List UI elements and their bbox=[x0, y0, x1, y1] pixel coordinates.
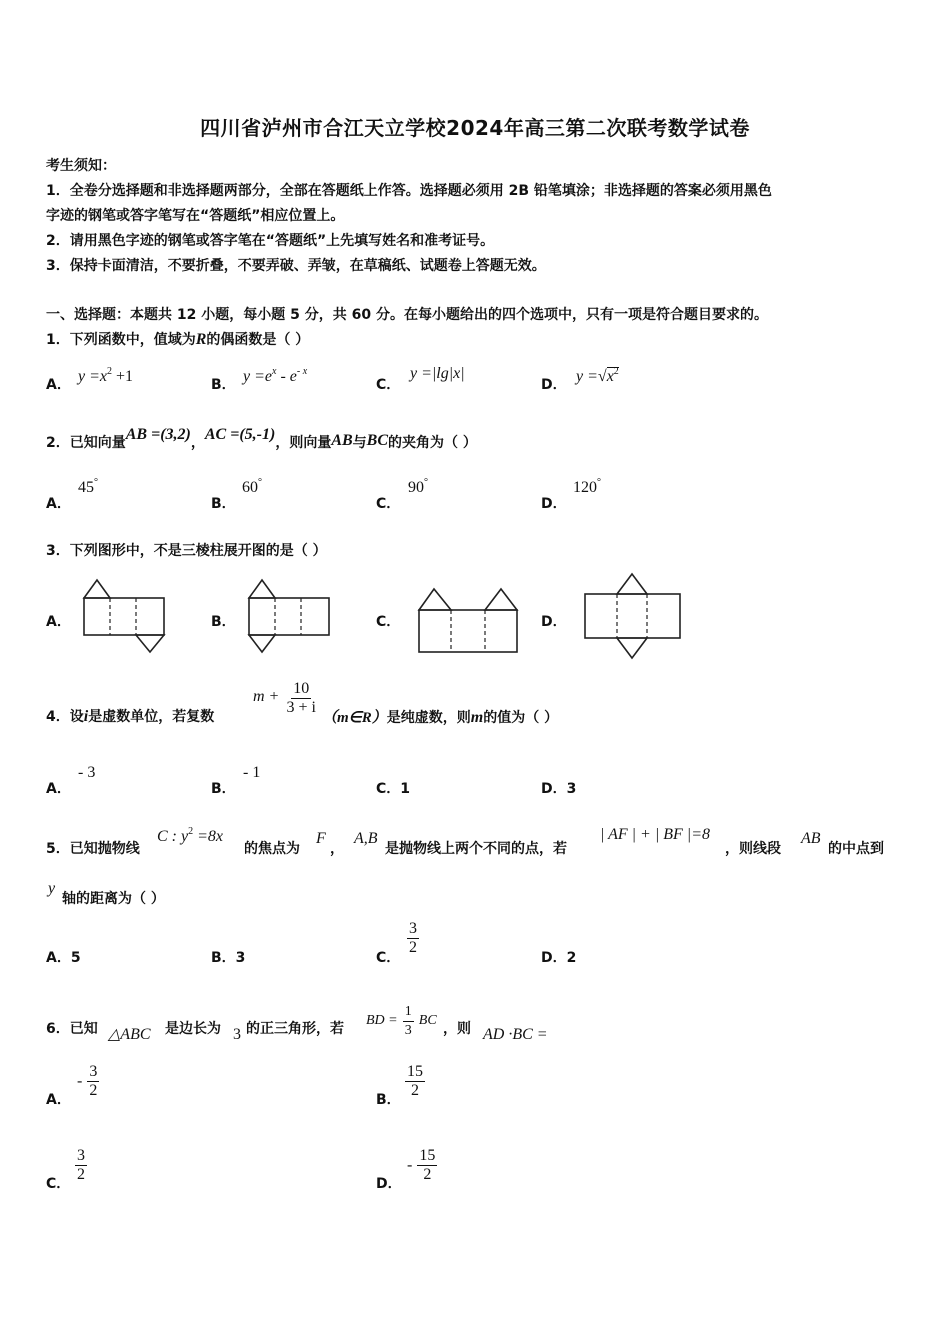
q1-b-base: y =e bbox=[243, 368, 272, 385]
q6-c-den: 2 bbox=[77, 1166, 85, 1183]
page-title: 四川省泸州市合江天立学校2024年高三第二次联考数学试卷 bbox=[200, 116, 750, 140]
q4-m: m bbox=[470, 709, 484, 726]
q6-a-num: 3 bbox=[89, 1063, 98, 1080]
q1-d-radicand bbox=[607, 367, 619, 385]
notice-line-2: 2．请用黑色字迹的钢笔或答字笔在“答题纸”上先填写姓名和准考证号。 bbox=[46, 233, 495, 249]
q1-stem-var: R bbox=[195, 331, 207, 348]
degree-icon: ° bbox=[597, 477, 601, 488]
q6-bd-den: 3 bbox=[404, 1023, 412, 1038]
q5-a-label-text: A． bbox=[46, 950, 71, 966]
q2-c-val: 90 bbox=[408, 479, 424, 496]
q4-cond: （m∈R） bbox=[322, 710, 387, 726]
q5-option-a-label bbox=[46, 947, 81, 967]
q5-option-d-label bbox=[541, 947, 576, 967]
notice-line-3: 3．保持卡面清洁，不要折叠，不要弄破、弄皱，在草稿纸、试题卷上答题无效。 bbox=[46, 258, 546, 274]
q1-stem bbox=[46, 329, 309, 349]
q6-side-length: 3 bbox=[233, 1026, 241, 1043]
q5-stem-5: 的中点到 bbox=[828, 841, 884, 857]
q6-option-b-label: B． bbox=[376, 1092, 401, 1108]
notice-heading: 考生须知： bbox=[46, 158, 116, 174]
q6-stem: 6．已知 bbox=[46, 1021, 98, 1037]
q1-option-c bbox=[410, 363, 465, 383]
q3-net-a-figure bbox=[82, 578, 168, 656]
q4-fraction bbox=[284, 680, 317, 717]
q1-option-d bbox=[576, 366, 619, 386]
q4-option-a: - 3 bbox=[78, 764, 96, 781]
q5-y-axis: y bbox=[48, 880, 56, 897]
q6-option-d bbox=[407, 1147, 437, 1184]
q6-d-sign: - bbox=[407, 1156, 413, 1174]
q4-d-label-text: D． bbox=[541, 781, 567, 797]
q1-stem-text: 1．下列函数中，值域为 bbox=[46, 332, 196, 348]
q6-bd: BD = bbox=[366, 1013, 398, 1028]
q1-stem-text-2: 的偶函数是（ ） bbox=[206, 332, 310, 348]
q4-m-plus: m + bbox=[253, 688, 280, 705]
q1-d-lhs: y = bbox=[576, 368, 598, 385]
q6-stem-3: 的正三角形，若 bbox=[246, 1021, 344, 1037]
q5-focus: F bbox=[316, 830, 326, 847]
section-heading: 一、选择题：本题共 12 小题，每小题 5 分，共 60 分。在每小题给出的四个选项中，只有一项是符合题目要求的。 bbox=[46, 307, 768, 323]
degree-icon: ° bbox=[424, 477, 428, 488]
q3-option-b-label: B． bbox=[211, 614, 236, 630]
q6-bd-num: 1 bbox=[403, 1003, 414, 1022]
q2-v2: BC bbox=[366, 432, 389, 449]
q5-sep: ， bbox=[330, 841, 344, 857]
notice-line-1b: 字迹的钢笔或答字笔写在“答题纸”相应位置上。 bbox=[46, 208, 345, 224]
q2-option-c-label: C． bbox=[376, 496, 401, 512]
q2-option-d bbox=[573, 479, 601, 497]
q2-d-val: 120 bbox=[573, 479, 597, 496]
q6-b-den: 2 bbox=[411, 1082, 419, 1099]
q2-stem-text-2: ，则向量 bbox=[275, 435, 332, 451]
q6-a-fraction bbox=[87, 1063, 99, 1100]
q1-a-base: y =x bbox=[78, 368, 107, 385]
q4-option-c-label bbox=[376, 778, 410, 798]
q2-b-val: 60 bbox=[242, 479, 258, 496]
q4-option-b: - 1 bbox=[243, 764, 261, 781]
q1-c-expr: y =|lg|x| bbox=[410, 365, 465, 382]
q3-option-a-label: A． bbox=[46, 614, 71, 630]
q6-bc: BC bbox=[418, 1013, 437, 1028]
q4-frac-den: 3 + i bbox=[286, 699, 316, 716]
q6-b-num: 15 bbox=[407, 1063, 423, 1080]
q2-option-b bbox=[242, 479, 262, 497]
q2-stem-text-3: 的夹角为（ ） bbox=[388, 435, 477, 451]
q2-stem bbox=[46, 426, 477, 452]
q5-points: A,B bbox=[354, 830, 378, 847]
q4-stem-text-2: 是虚数单位，若复数 bbox=[88, 709, 215, 725]
q5-b-label-text: B． bbox=[211, 950, 236, 966]
sqrt-icon: √ bbox=[597, 368, 607, 385]
q6-c-fraction bbox=[75, 1147, 87, 1184]
q5-condition: | AF | + | BF |=8 bbox=[600, 826, 710, 843]
q4-option-d-label bbox=[541, 778, 576, 798]
q2-option-b-label: B． bbox=[211, 496, 236, 512]
q6-stem-2: 是边长为 bbox=[165, 1021, 221, 1037]
q4-stem-text-3: 是纯虚数，则 bbox=[386, 710, 471, 726]
q4-frac-num: 10 bbox=[293, 680, 310, 697]
q3-net-c-figure bbox=[417, 586, 519, 656]
q2-stem-text: 2．已知向量 bbox=[46, 435, 126, 451]
q5-option-c-label: C． bbox=[376, 950, 401, 966]
q6-d-den: 2 bbox=[423, 1166, 432, 1183]
q2-option-a bbox=[78, 479, 98, 497]
q1-d-sup: 2 bbox=[613, 366, 619, 377]
q6-option-b bbox=[405, 1063, 425, 1100]
q3-option-d-label: D． bbox=[541, 614, 567, 630]
q6-b-fraction bbox=[405, 1063, 425, 1100]
q1-b-sup2: - x bbox=[296, 366, 308, 377]
q1-b-mid: - e bbox=[276, 368, 297, 385]
q5-curve-rhs: =8x bbox=[193, 828, 224, 845]
q1-option-c-label: C． bbox=[376, 377, 401, 393]
q5-option-b-label bbox=[211, 947, 245, 967]
q4-option-d: 3 bbox=[566, 781, 577, 797]
q5-stem: 5．已知抛物线 bbox=[46, 841, 140, 857]
q2-option-c bbox=[408, 479, 428, 497]
q6-option-d-label: D． bbox=[376, 1176, 402, 1192]
q2-a-val: 45 bbox=[78, 479, 94, 496]
q5-option-b: 3 bbox=[235, 950, 246, 966]
q5-stem-3: 是抛物线上两个不同的点，若 bbox=[385, 841, 567, 857]
q2-vector-ab: AB =(3,2) bbox=[125, 426, 191, 443]
q5-c-num: 3 bbox=[409, 920, 417, 937]
q2-vector-ac: AC =(5,-1) bbox=[204, 426, 276, 443]
degree-icon: ° bbox=[258, 477, 262, 488]
q6-a-den: 2 bbox=[89, 1082, 98, 1099]
q4-stem bbox=[46, 706, 214, 726]
q1-b-sup1: x bbox=[272, 366, 277, 377]
q1-option-b bbox=[243, 366, 307, 386]
q6-dot-product: AD ·BC = bbox=[483, 1026, 548, 1043]
q6-d-num: 15 bbox=[419, 1147, 436, 1164]
q4-complex-expr bbox=[253, 680, 318, 717]
q1-option-b-label: B． bbox=[211, 377, 236, 393]
q4-option-a-label: A． bbox=[46, 781, 71, 797]
q6-stem-4: ，则 bbox=[443, 1021, 471, 1037]
q5-c-fraction bbox=[407, 920, 419, 957]
q5-curve-lhs: C : y bbox=[157, 828, 189, 845]
q5-segment: AB bbox=[801, 830, 821, 847]
q5-option-c bbox=[407, 920, 419, 957]
notice-line-1a: 1．全卷分选择题和非选择题两部分，全部在答题纸上作答。选择题必须用 2B 铅笔填涂；非选择题的答案必须用黑色 bbox=[46, 183, 772, 199]
q1-d-rad: x bbox=[606, 368, 614, 385]
q3-net-b-figure bbox=[247, 578, 333, 656]
q1-option-a bbox=[78, 366, 133, 386]
q5-option-d: 2 bbox=[566, 950, 577, 966]
q6-option-a-label: A． bbox=[46, 1092, 71, 1108]
q3-net-d-figure bbox=[583, 572, 683, 662]
q4-stem-tail bbox=[322, 706, 558, 727]
q1-option-a-label: A． bbox=[46, 377, 71, 393]
q5-stem-2: 的焦点为 bbox=[244, 841, 300, 857]
q5-option-a: 5 bbox=[70, 950, 81, 966]
q3-stem: 3．下列图形中，不是三棱柱展开图的是（ ） bbox=[46, 543, 327, 559]
q6-c-num: 3 bbox=[77, 1147, 85, 1164]
q1-a-tail: +1 bbox=[112, 368, 134, 385]
q5-d-label-text: D． bbox=[541, 950, 567, 966]
q1-a-sup: 2 bbox=[107, 366, 112, 377]
q6-bd-fraction bbox=[403, 1003, 414, 1040]
q4-i: i bbox=[83, 708, 89, 725]
q6-d-fraction bbox=[417, 1147, 437, 1184]
q5-stem-6: 轴的距离为（ ） bbox=[62, 891, 165, 907]
q5-stem-4: ，则线段 bbox=[725, 841, 781, 857]
q5-c-den: 2 bbox=[409, 939, 417, 956]
q5-curve bbox=[157, 826, 223, 846]
q2-v1: AB bbox=[331, 432, 353, 449]
q6-option-c-label: C． bbox=[46, 1176, 71, 1192]
degree-icon: ° bbox=[94, 477, 98, 488]
q4-c-label-text: C． bbox=[376, 781, 401, 797]
q3-option-c-label: C． bbox=[376, 614, 401, 630]
q5-curve-sup: 2 bbox=[188, 826, 194, 837]
q4-option-b-label: B． bbox=[211, 781, 236, 797]
q2-option-d-label: D． bbox=[541, 496, 567, 512]
q1-option-d-label: D． bbox=[541, 377, 567, 393]
q6-option-c bbox=[75, 1147, 87, 1184]
q4-stem-text: 4．设 bbox=[46, 709, 84, 725]
q4-option-c: 1 bbox=[400, 781, 411, 797]
q6-triangle: △ABC bbox=[108, 1026, 151, 1043]
q6-a-sign: - bbox=[77, 1072, 83, 1090]
q2-option-a-label: A． bbox=[46, 496, 71, 512]
q6-option-a bbox=[77, 1063, 99, 1100]
q2-comma: ， bbox=[190, 435, 205, 451]
q4-stem-text-4: 的值为（ ） bbox=[483, 710, 559, 726]
q2-mid: 与 bbox=[352, 435, 367, 451]
q6-bd-expr bbox=[366, 1003, 437, 1040]
